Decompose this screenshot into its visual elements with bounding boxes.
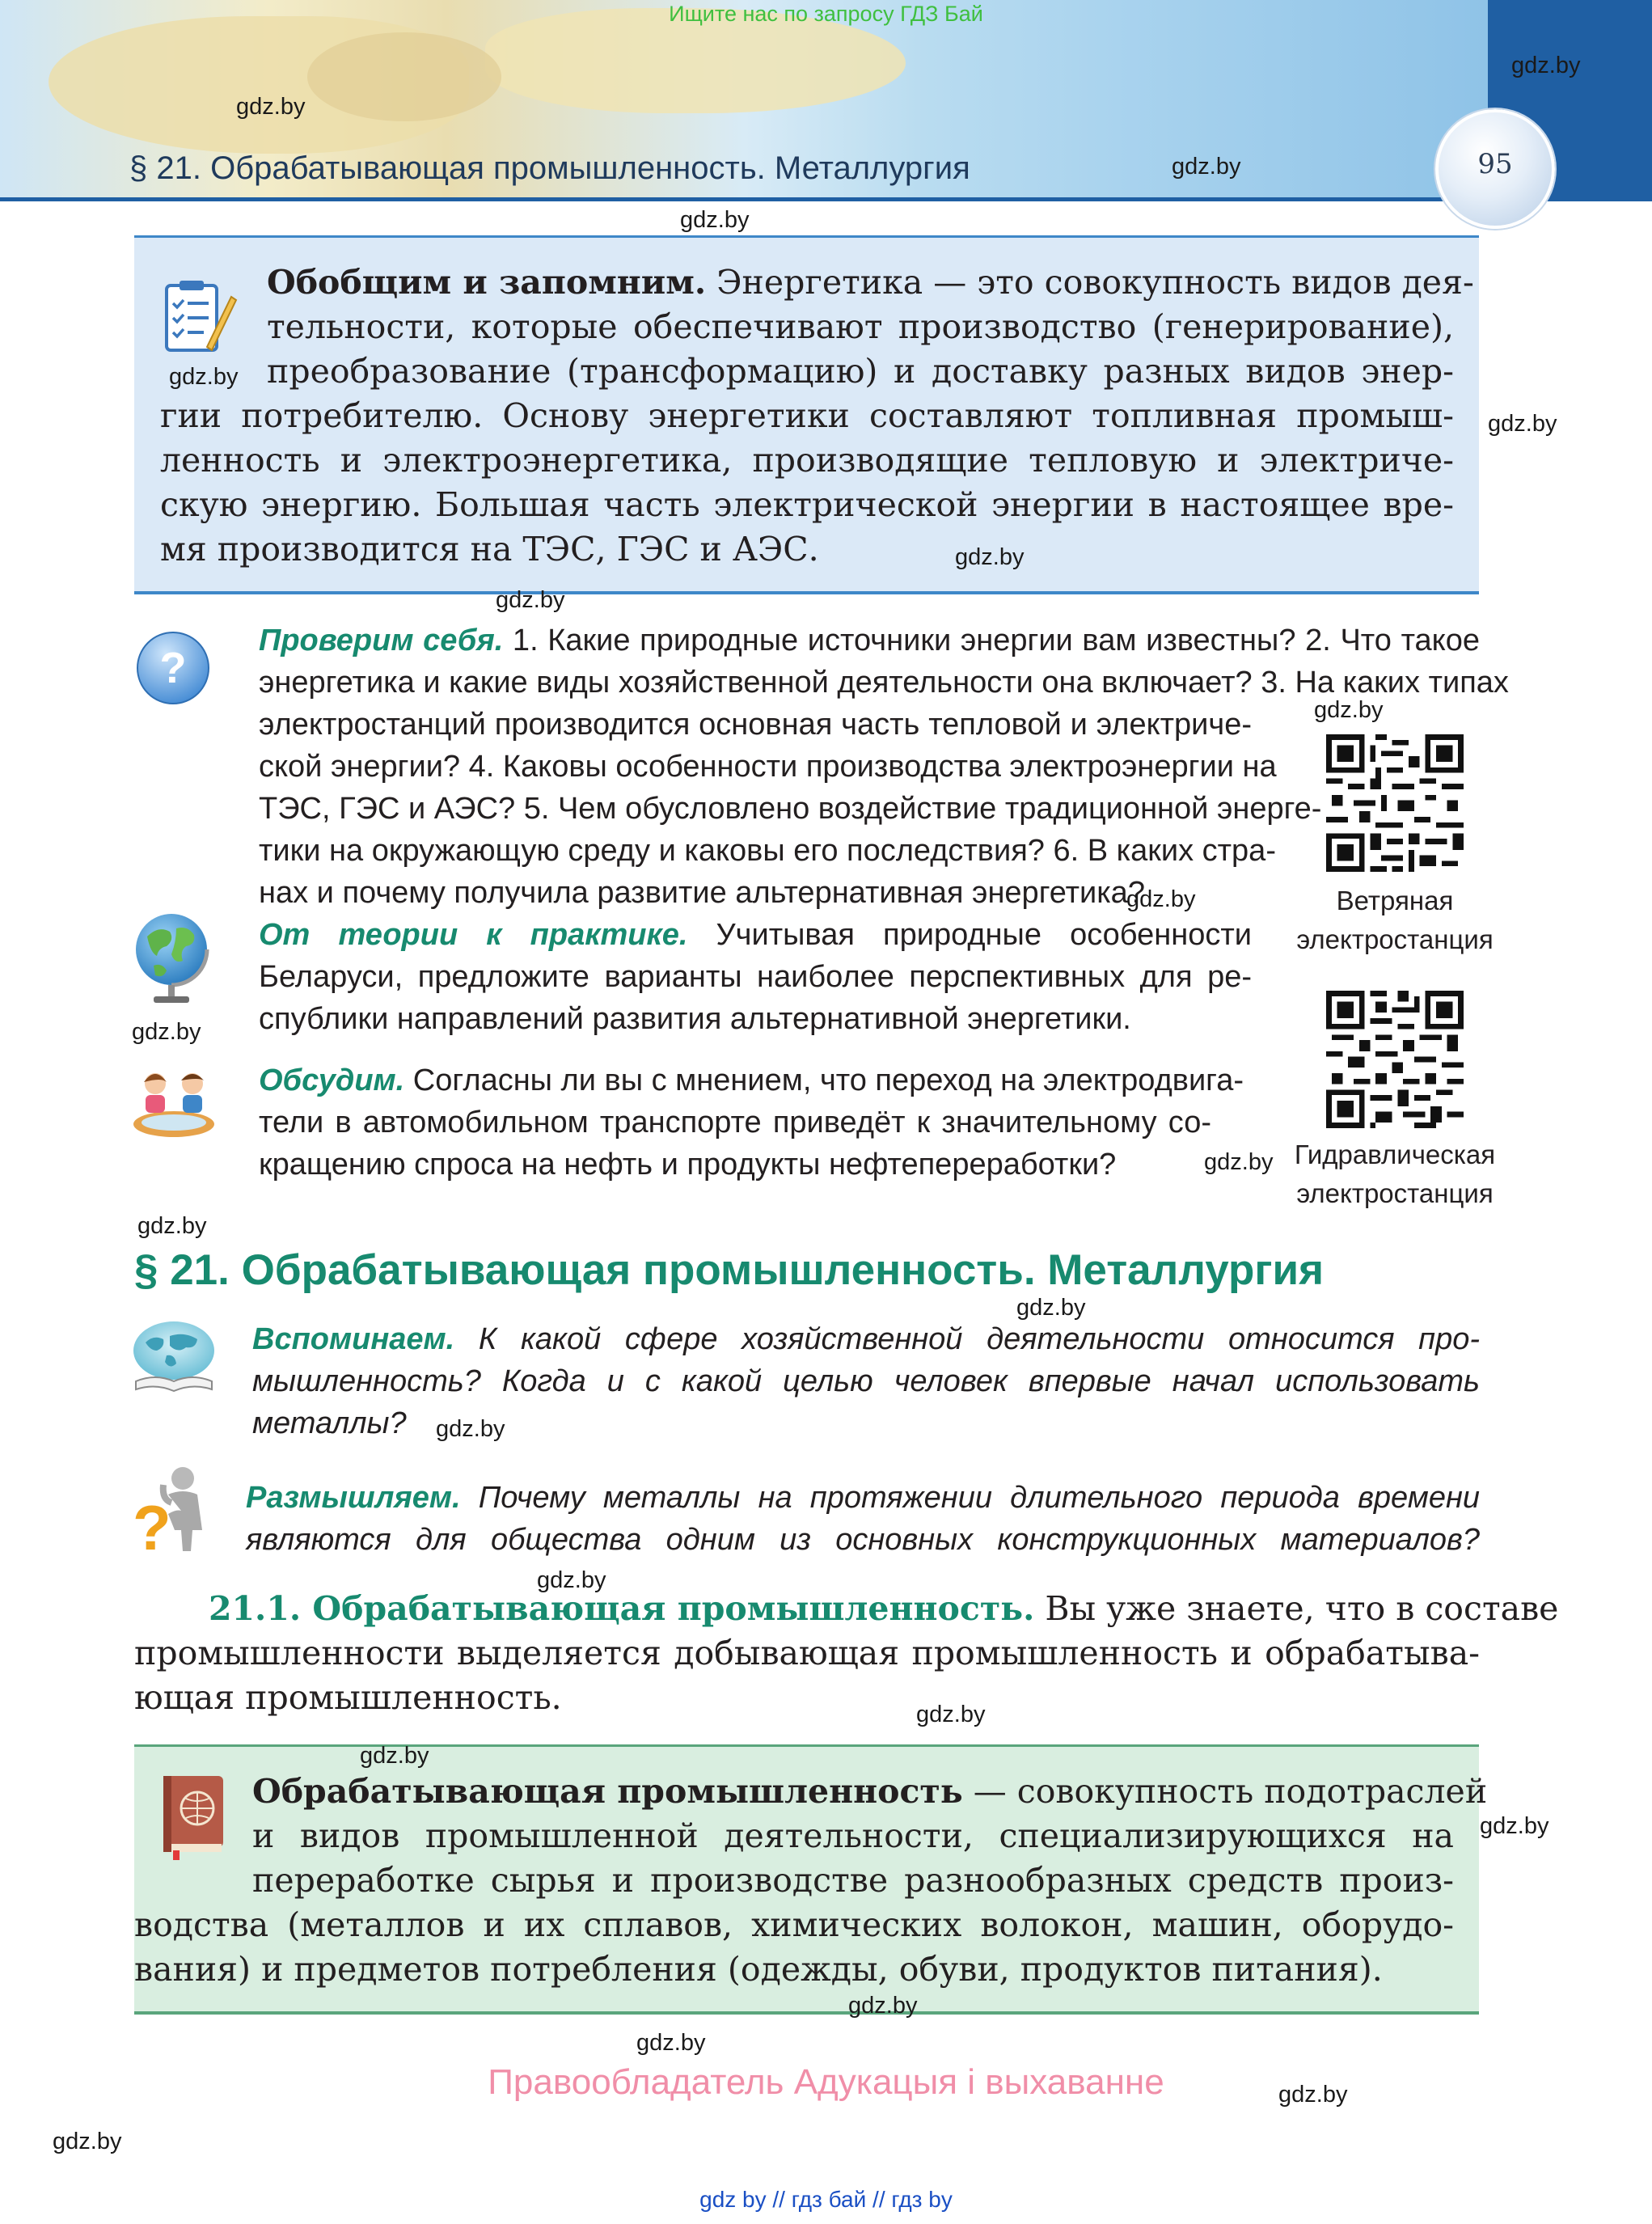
page-number: 95: [1477, 148, 1513, 180]
watermark: gdz.by: [360, 1743, 429, 1769]
watermark: gdz.by: [848, 1993, 918, 2019]
bottom-site-links[interactable]: gdz by // гдз бай // гдз by: [699, 2187, 953, 2212]
watermark: gdz.by: [436, 1416, 505, 1442]
watermark: gdz.by: [53, 2129, 122, 2154]
encyclopedia-book-icon: [158, 1773, 231, 1860]
recall-lead: Вспоминаем.: [252, 1322, 455, 1356]
qr-code-hydro[interactable]: [1326, 991, 1464, 1128]
subsection-heading: 21.1. Обрабатывающая промышленность.: [209, 1589, 1035, 1628]
watermark: gdz.by: [636, 2030, 706, 2056]
svg-text:?: ?: [133, 1492, 171, 1559]
watermark: gdz.by: [132, 1019, 201, 1045]
running-title: § 21. Обрабатывающая промышленность. Металлургия: [129, 150, 970, 186]
watermark: gdz.by: [1016, 1295, 1086, 1321]
watermark: gdz.by: [537, 1567, 606, 1593]
globe-stand-icon: [129, 904, 218, 1009]
watermark: gdz.by: [169, 364, 239, 390]
top-search-hint[interactable]: Ищите нас по запросу ГДЗ Бай: [669, 2, 983, 26]
check-lead: Проверим себя.: [259, 624, 504, 657]
definition-text: Обрабатывающая промышленность — совокупность подотраслей и видов промышленной деятельности, специализирующихся на переработке сырья и производстве разнообразных средств произ- водства (металлов и их сплавов, химических волокон, машин, оборудо- вания) и предметов потребления (одежды, обуви, продуктов питания).: [134, 1772, 1488, 1989]
svg-text:?: ?: [159, 644, 187, 692]
practice-lead: От теории к практике.: [259, 918, 688, 952]
watermark: gdz.by: [1126, 886, 1196, 912]
copyright-holder: Правообладатель Адукацыя і выхаванне: [488, 2062, 1164, 2102]
header-rule: [0, 197, 1652, 201]
discuss-text: Обсудим. Согласны ли вы с мнением, что переход на электродвига- тели в автомобильном транспорте приведёт к значительному со- кращению спроса на нефть и продукты нефтепереработки?: [259, 1063, 1244, 1182]
qr-caption-wind: Ветряная электростанция: [1296, 886, 1494, 954]
definition-term: Обрабатывающая промышленность: [252, 1772, 963, 1811]
watermark: gdz.by: [916, 1702, 986, 1727]
checklist-icon: [160, 277, 238, 355]
watermark: gdz.by: [236, 94, 306, 120]
watermark: gdz.by: [1488, 411, 1557, 437]
discuss-lead: Обсудим.: [259, 1063, 405, 1097]
summary-text: Обобщим и запомним. Энергетика — это совокупность видов дея- тельности, которые обеспечивают производство (генерирование), преобразование (трансформацию) и доставку разных видов энер- гии потребителю. Основу энергетики составляют топливная промыш- ленность и электроэнергетика, производящие тепловую и электриче- скую энергию. Большая часть электрической энергии в настоящее вре- мя производится на ТЭС, ГЭС и АЭС.: [160, 263, 1474, 569]
watermark: gdz.by: [1204, 1149, 1274, 1175]
qr-code-wind[interactable]: [1326, 734, 1464, 872]
subsection-text: 21.1. Обрабатывающая промышленность. Вы уже знаете, что в составе промышленности выделяется добывающая промышленность и обрабатыва- ющая промышленность.: [134, 1589, 1559, 1717]
watermark: gdz.by: [1314, 697, 1384, 723]
check-yourself-text: Проверим себя. 1. Какие природные источники энергии вам известны? 2. Что такое энергетика и какие виды хозяйственной деятельности она включает? 3. На каких типах электростанций производится основная часть тепловой и электриче- ской энергии? 4. Каковы особенности производства электроэнергии на ТЭС, ГЭС и АЭС? 5. Чем обусловлено воздействие традиционной энерге- тики на окружающую среду и каковы его последствия? 6. В каких стра- нах и почему получила развитие альтернативная энергетика?: [259, 624, 1509, 910]
qr-caption-hydro: Гидравлическая электростанция: [1294, 1139, 1496, 1208]
watermark: gdz.by: [137, 1213, 207, 1239]
reflect-lead: Размышляем.: [246, 1481, 461, 1515]
summary-lead: Обобщим и запомним.: [267, 263, 707, 302]
watermark: gdz.by: [1278, 2082, 1348, 2108]
discussion-icon: [129, 1066, 218, 1140]
world-book-icon: [129, 1318, 218, 1396]
section-title: § 21. Обрабатывающая промышленность. Металлургия: [134, 1246, 1325, 1294]
theory-practice-text: От теории к практике. Учитывая природные особенности Беларуси, предложите варианты наиболее перспективных для ре- спублики направлений развития альтернативной энергетики.: [259, 918, 1252, 1036]
recall-text: Вспоминаем. К какой сфере хозяйственной деятельности относится про- мышленность? Когда и с какой целью человек впервые начал использовать металлы?: [252, 1322, 1480, 1440]
watermark: gdz.by: [1511, 53, 1581, 78]
watermark: gdz.by: [1480, 1813, 1549, 1839]
watermark: gdz.by: [680, 207, 750, 233]
watermark: gdz.by: [955, 544, 1025, 570]
watermark: gdz.by: [1172, 154, 1241, 180]
watermark: gdz.by: [496, 587, 565, 613]
question-icon: [134, 629, 212, 707]
thinking-figure-icon: [129, 1462, 210, 1559]
reflect-text: Размышляем. Почему металлы на протяжении длительного периода времени являются для общества одним из основных конструкционных материалов?: [246, 1481, 1480, 1557]
